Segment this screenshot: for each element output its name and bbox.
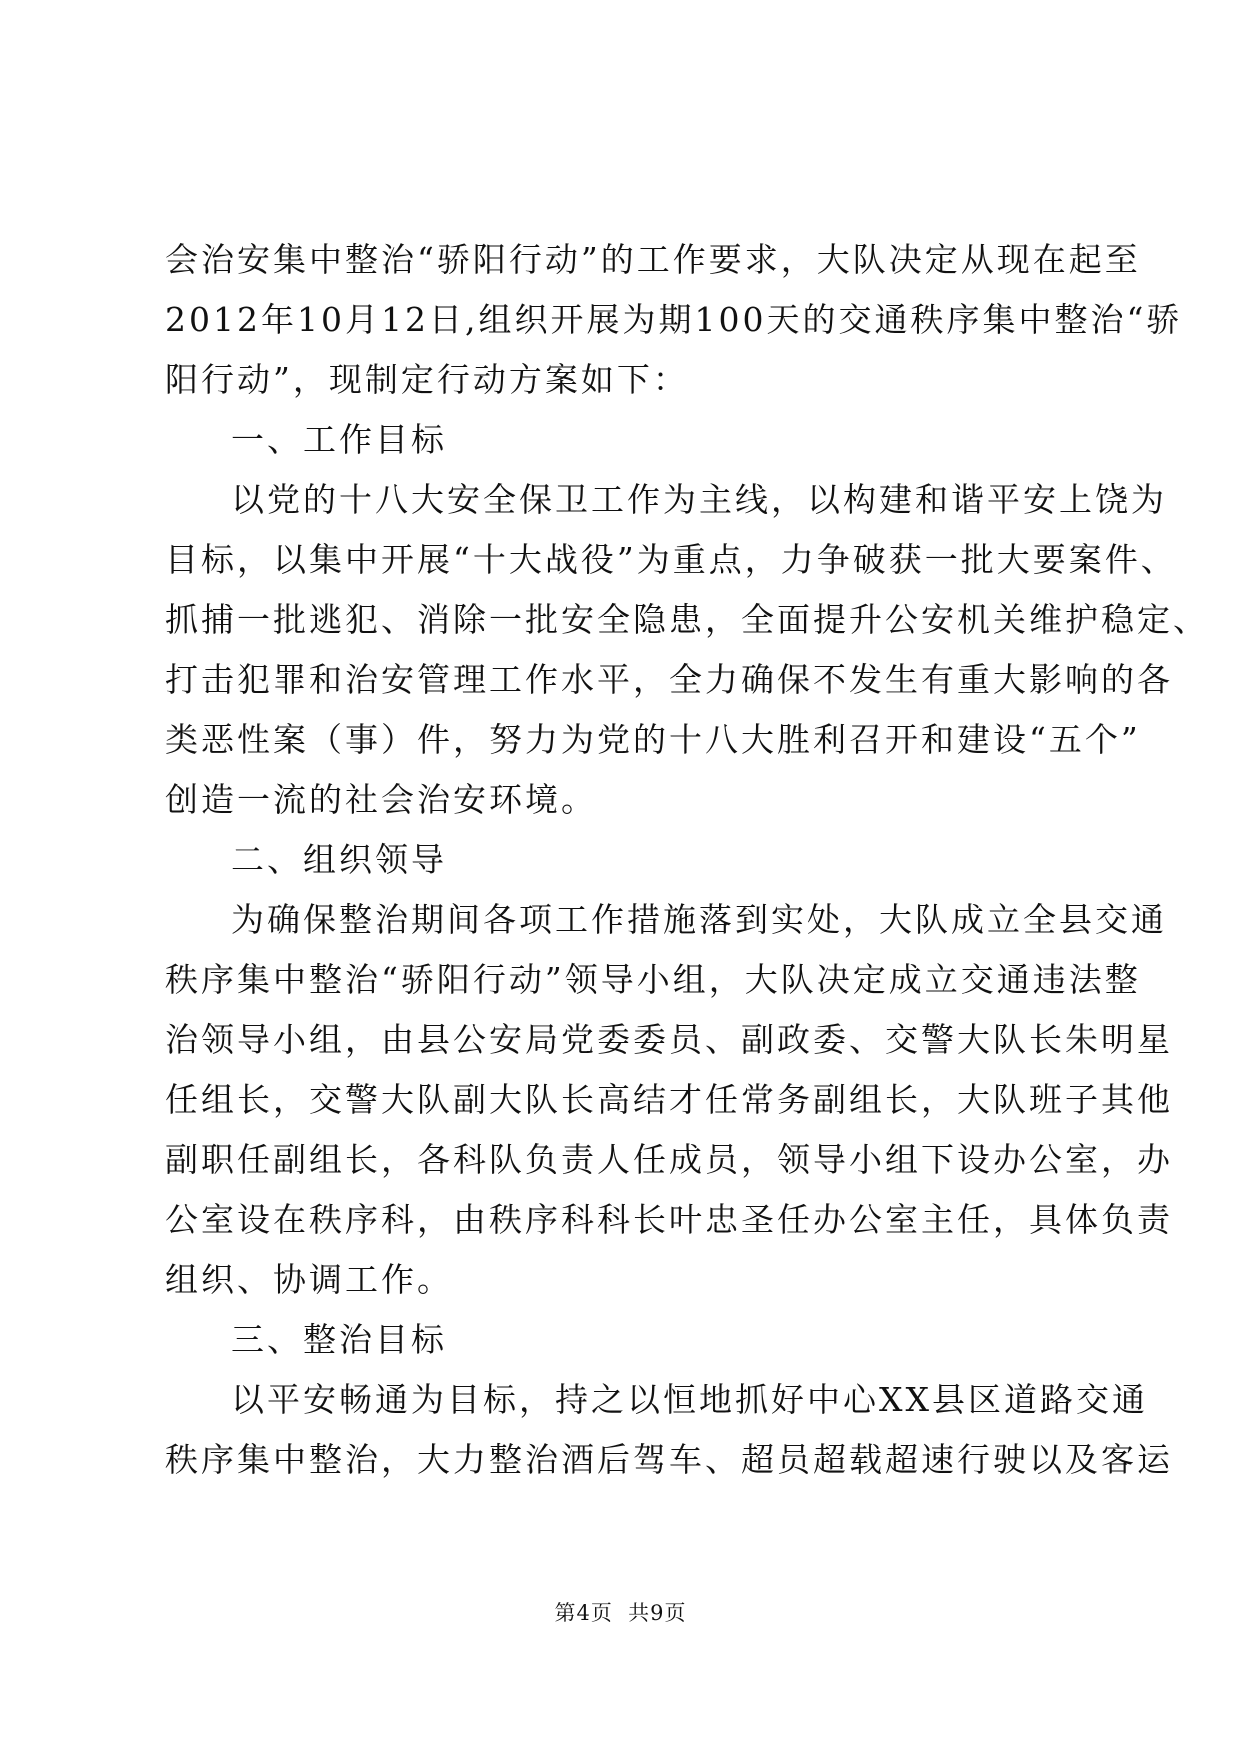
paragraph-line: 治领导小组，由县公安局党委委员、副政委、交警大队长朱明星	[165, 1020, 1173, 1059]
paragraph-line: 组织、协调工作。	[165, 1260, 453, 1299]
body-text	[165, 230, 1209, 1490]
paragraph-line: 为确保整治期间各项工作措施落到实处，大队成立全县交通	[231, 900, 1167, 939]
paragraph-line: 2012年10月12日,组织开展为期100天的交通秩序集中整治“骄	[165, 300, 1183, 339]
section-heading: 三、整治目标	[231, 1320, 447, 1359]
page-number-footer: 第4页 共9页	[554, 1601, 687, 1625]
paragraph-line: 阳行动”，现制定行动方案如下：	[165, 360, 689, 399]
paragraph-line: 公室设在秩序科，由秩序科科长叶忠圣任办公室主任，具体负责	[165, 1200, 1173, 1239]
paragraph-line: 秩序集中整治，大力整治酒后驾车、超员超载超速行驶以及客运	[165, 1440, 1173, 1479]
paragraph-line: 目标，以集中开展“十大战役”为重点，力争破获一批大要案件、	[165, 540, 1177, 579]
paragraph-line: 以党的十八大安全保卫工作为主线，以构建和谐平安上饶为	[231, 480, 1167, 519]
section-heading: 一、工作目标	[231, 420, 447, 459]
paragraph-line: 打击犯罪和治安管理工作水平，全力确保不发生有重大影响的各	[165, 660, 1173, 699]
paragraph-line: 会治安集中整治“骄阳行动”的工作要求，大队决定从现在起至	[165, 240, 1141, 279]
paragraph-line: 任组长，交警大队副大队长高结才任常务副组长，大队班子其他	[165, 1080, 1173, 1119]
paragraph-line: 类恶性案（事）件，努力为党的十八大胜利召开和建设“五个”	[165, 720, 1141, 759]
section-heading: 二、组织领导	[231, 840, 447, 879]
paragraph-line: 以平安畅通为目标，持之以恒地抓好中心XX县区道路交通	[231, 1380, 1148, 1419]
paragraph-line: 副职任副组长，各科队负责人任成员，领导小组下设办公室，办	[165, 1140, 1173, 1179]
paragraph-line: 抓捕一批逃犯、消除一批安全隐患，全面提升公安机关维护稳定、	[165, 600, 1209, 639]
paragraph-line: 秩序集中整治“骄阳行动”领导小组，大队决定成立交通违法整	[165, 960, 1141, 999]
paragraph-line: 创造一流的社会治安环境。	[165, 780, 597, 819]
